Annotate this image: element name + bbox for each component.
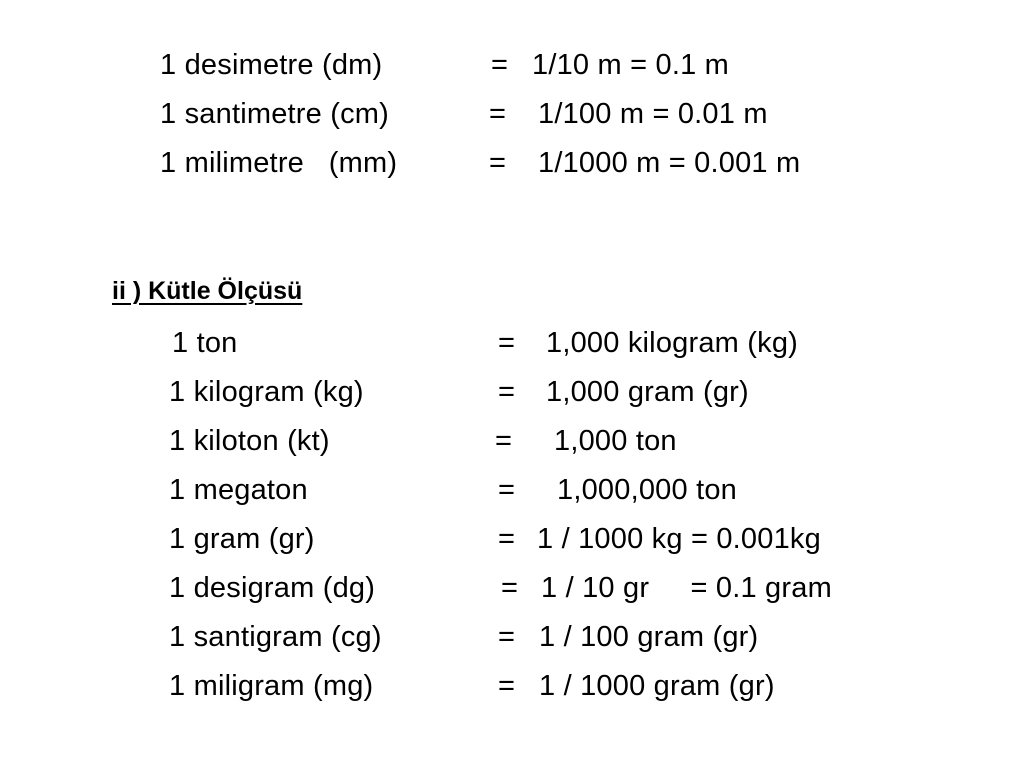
unit-label: 1 gram (gr) [169,523,315,555]
equals-sign: = [489,147,507,179]
unit-value: 1/1000 m = 0.001 m [538,147,801,179]
unit-value: 1 / 100 gram (gr) [539,621,759,653]
unit-label: 1 ton [172,327,238,359]
unit-value: 1,000 gram (gr) [546,376,749,408]
unit-label: 1 miligram (mg) [169,670,374,702]
equals-sign: = [491,49,509,81]
unit-value: 1,000 kilogram (kg) [546,327,799,359]
unit-value: 1,000,000 ton [557,474,737,506]
unit-value: 1/10 m = 0.1 m [532,49,730,81]
unit-label: 1 santigram (cg) [169,621,382,653]
unit-label: 1 santimetre (cm) [160,98,389,130]
unit-label: 1 desimetre (dm) [160,49,383,81]
unit-label: 1 milimetre (mm) [160,147,398,179]
equals-sign: = [489,98,507,130]
equals-sign: = [498,376,516,408]
equals-sign: = [501,572,519,604]
unit-value: 1/100 m = 0.01 m [538,98,768,130]
unit-value: 1 / 10 gr = 0.1 gram [541,572,832,604]
unit-label: 1 megaton [169,474,308,506]
equals-sign: = [498,474,516,506]
unit-label: 1 kiloton (kt) [169,425,330,457]
unit-value: 1 / 1000 kg = 0.001kg [537,523,821,555]
equals-sign: = [498,670,516,702]
equals-sign: = [498,523,516,555]
unit-label: 1 kilogram (kg) [169,376,364,408]
section-heading: ii ) Kütle Ölçüsü [112,277,303,305]
unit-value: 1 / 1000 gram (gr) [539,670,775,702]
equals-sign: = [495,425,513,457]
unit-value: 1,000 ton [554,425,677,457]
equals-sign: = [498,621,516,653]
equals-sign: = [498,327,516,359]
unit-label: 1 desigram (dg) [169,572,376,604]
